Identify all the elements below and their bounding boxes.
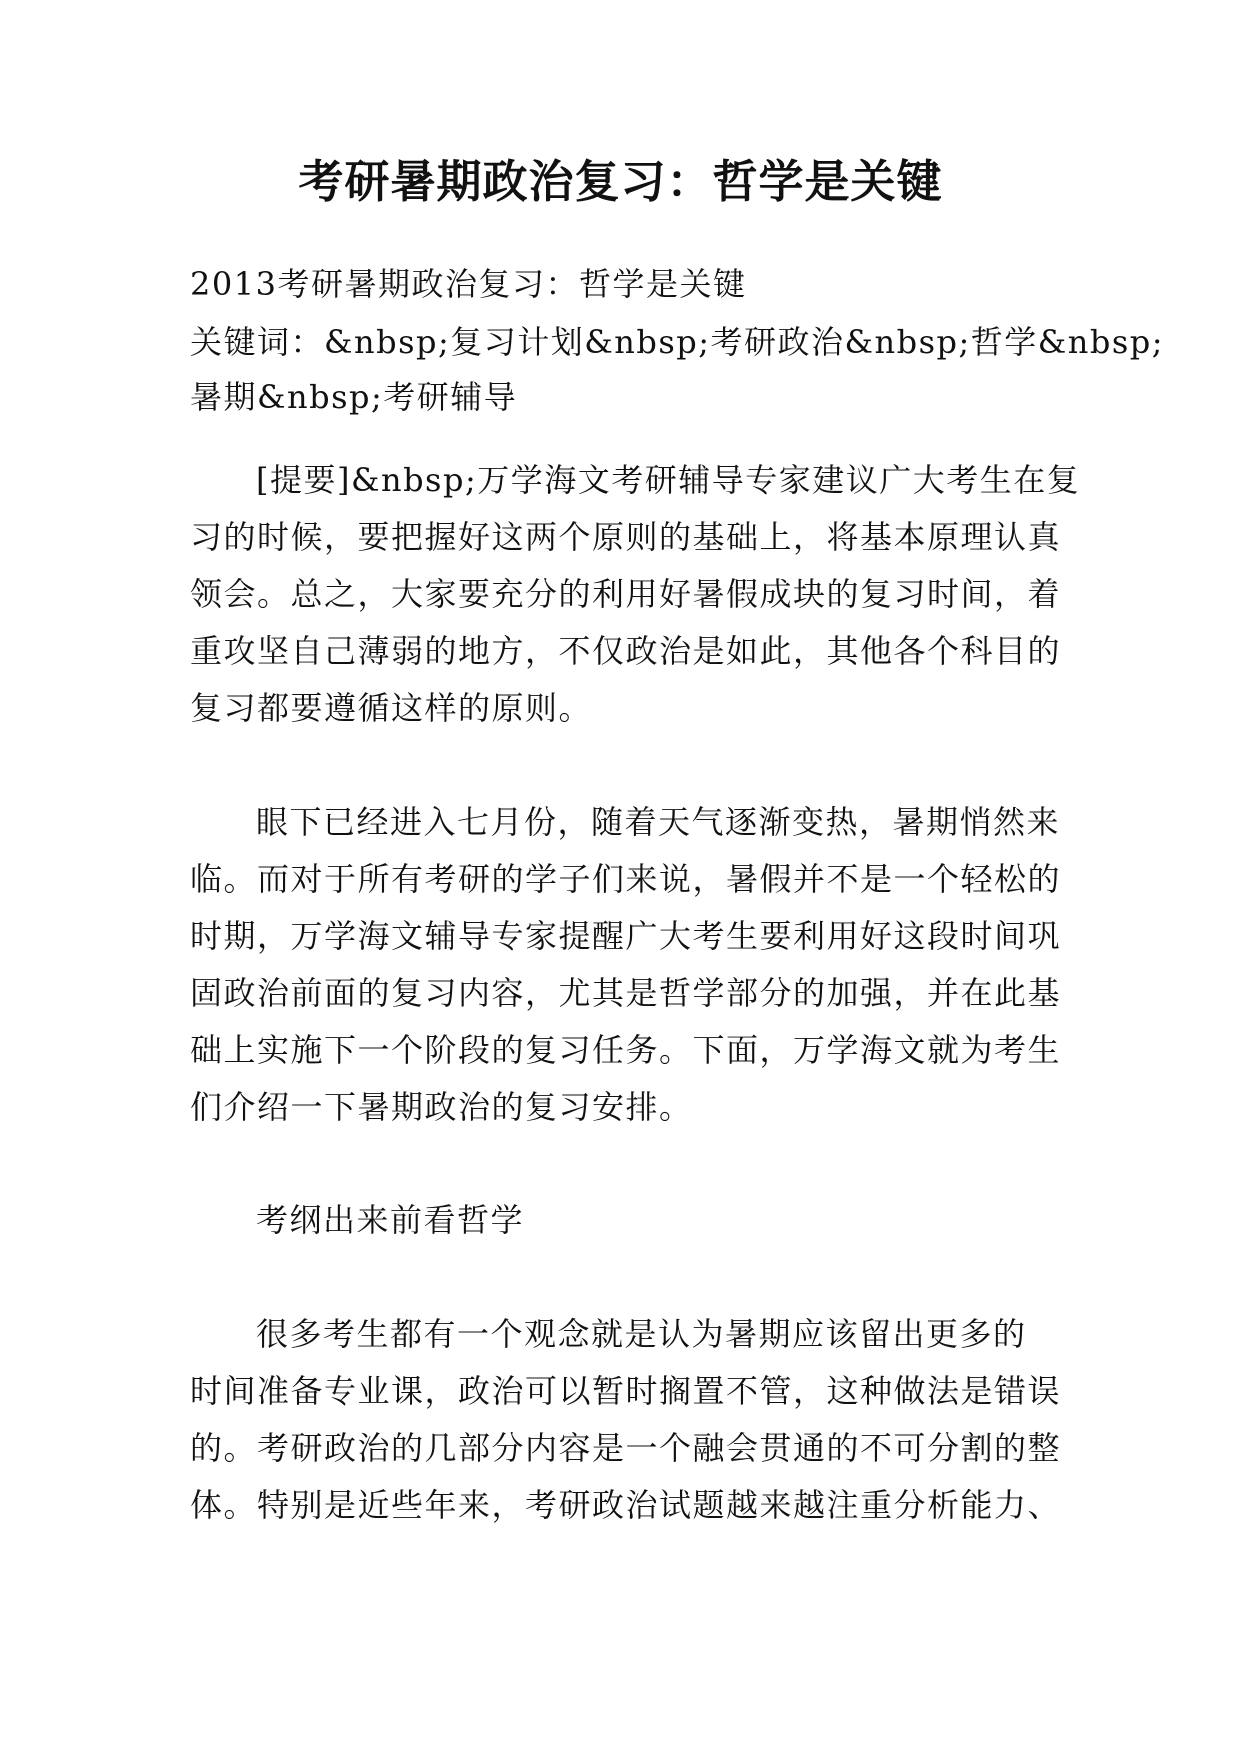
- abstract-line: 重攻坚自己薄弱的地方，不仅政治是如此，其他各个科目的: [190, 632, 1062, 670]
- keywords-line: 关键词：&nbsp;复习计划&nbsp;考研政治&nbsp;哲学&nbsp;: [190, 323, 1165, 361]
- abstract-line: 领会。总之，大家要充分的利用好暑假成块的复习时间，着: [190, 575, 1062, 613]
- paragraph-line: 固政治前面的复习内容，尤其是哲学部分的加强，并在此基: [190, 974, 1062, 1012]
- paragraph-line: 很多考生都有一个观念就是认为暑期应该留出更多的: [256, 1315, 1027, 1353]
- section-heading: 考纲出来前看哲学: [256, 1201, 525, 1239]
- paragraph-line: 时期，万学海文辅导专家提醒广大考生要利用好这段时间巩: [190, 917, 1062, 955]
- subtitle-line: 2013考研暑期政治复习：哲学是关键: [190, 265, 747, 303]
- paragraph-line: 体。特别是近些年来，考研政治试题越来越注重分析能力、: [190, 1486, 1062, 1524]
- paragraph-line: 础上实施下一个阶段的复习任务。下面，万学海文就为考生: [190, 1031, 1062, 1069]
- keywords-line: 暑期&nbsp;考研辅导: [190, 378, 518, 416]
- paragraph-line: 眼下已经进入七月份，随着天气逐渐变热，暑期悄然来: [256, 803, 1061, 841]
- paragraph-line: 时间准备专业课，政治可以暂时搁置不管，这种做法是错误: [190, 1372, 1062, 1410]
- paragraph-line: 们介绍一下暑期政治的复习安排。: [190, 1088, 693, 1126]
- document-title: 考研暑期政治复习：哲学是关键: [298, 155, 943, 208]
- abstract-line: 复习都要遵循这样的原则。: [190, 689, 593, 727]
- paragraph-line: 的。考研政治的几部分内容是一个融会贯通的不可分割的整: [190, 1429, 1062, 1467]
- paragraph-line: 临。而对于所有考研的学子们来说，暑假并不是一个轻松的: [190, 860, 1062, 898]
- abstract-line: 习的时候，要把握好这两个原则的基础上，将基本原理认真: [190, 518, 1062, 556]
- abstract-line: [提要]&nbsp;万学海文考研辅导专家建议广大考生在复: [256, 461, 1081, 499]
